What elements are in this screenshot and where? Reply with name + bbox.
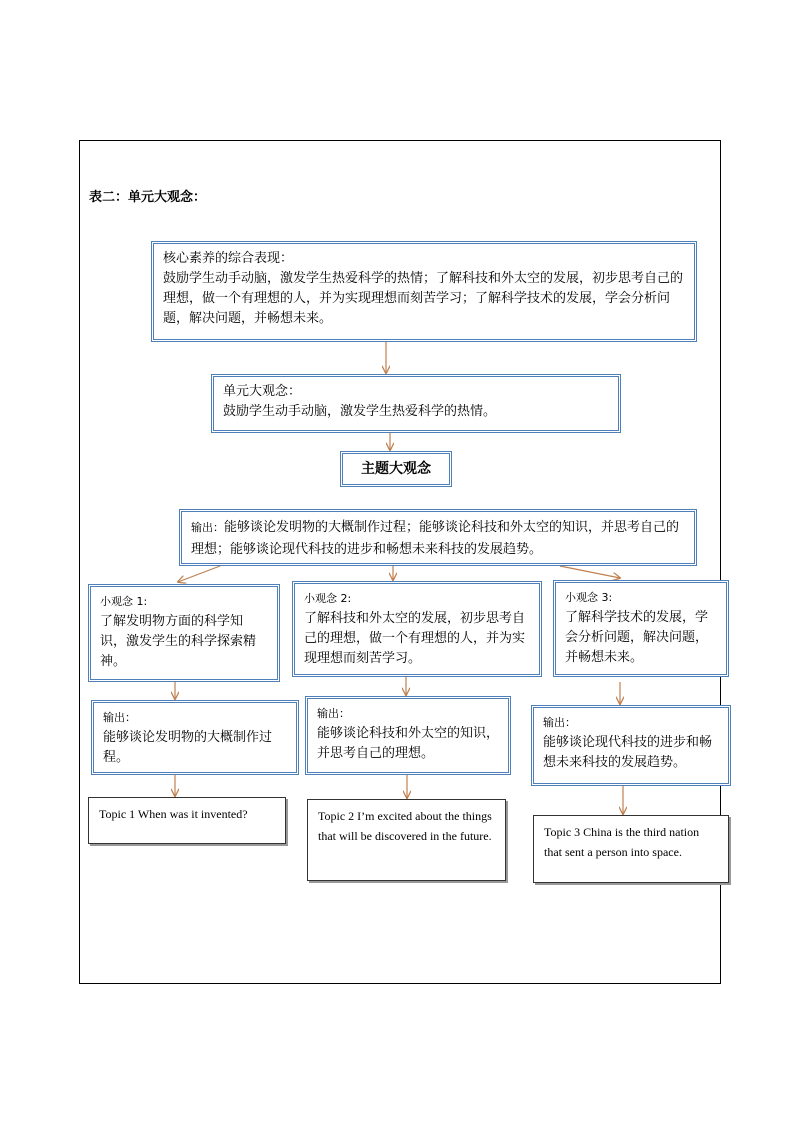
output-3-label: 输出： (543, 716, 576, 729)
output-2-box (305, 696, 511, 775)
idea-2-box (292, 581, 542, 677)
core-literacy-text: 鼓励学生动手动脑，激发学生热爱科学的热情；了解科技和外太空的发展，初步思考自己的理想，做一个有理想的人，并为实现理想而刻苦学习；了解科学技术的发展，学会分析问题，解决问题，并畅想未来。 (163, 271, 684, 326)
idea-3-label: 小观念 3: (565, 591, 613, 604)
output-3-box (531, 705, 731, 786)
idea-1-label: 小观念 1: (100, 595, 148, 608)
idea-1-text: 了解发明物方面的科学知识，激发学生的科学探索精神。 (100, 614, 257, 669)
idea-2-label: 小观念 2: (304, 592, 352, 605)
theme-output-label: 输出： (191, 521, 224, 534)
output-2-text: 能够谈论科技和外太空的知识，并思考自己的理想。 (317, 726, 500, 761)
output-1-box (91, 700, 299, 775)
idea-1-box (88, 584, 280, 682)
output-2-label: 输出： (317, 707, 350, 720)
output-3-text: 能够谈论现代科技的进步和畅想未来科技的发展趋势。 (543, 735, 713, 770)
theme-output-box (179, 509, 697, 566)
theme-idea-title: 主题大观念 (340, 451, 452, 487)
topic-1-box: Topic 1 When was it invented? (88, 797, 286, 844)
idea-3-box (553, 580, 729, 677)
arrow-output-to-idea-3 (560, 566, 620, 578)
output-1-text: 能够谈论发明物的大概制作过程。 (103, 730, 273, 765)
unit-idea-text: 鼓励学生动手动脑，激发学生热爱科学的热情。 (223, 404, 497, 419)
topic-2-box: Topic 2 I’m excited about the things that will be discovered in the future. (307, 799, 506, 881)
core-literacy-box (151, 241, 697, 342)
section-title: 表二：单元大观念： (89, 190, 207, 205)
unit-idea-box (211, 374, 621, 433)
output-1-label: 输出： (103, 711, 136, 724)
topic-3-box: Topic 3 China is the third nation that sent a person into space. (533, 815, 729, 883)
core-literacy-label: 核心素养的综合表现： (163, 251, 294, 266)
idea-2-text: 了解科技和外太空的发展，初步思考自己的理想，做一个有理想的人，并为实现理想而刻苦学习。 (304, 611, 526, 666)
arrow-output-to-idea-1 (178, 566, 220, 582)
idea-3-text: 了解科学技术的发展，学会分析问题，解决问题，并畅想未来。 (565, 610, 709, 665)
theme-output-text: 能够谈论发明物的大概制作过程；能够谈论科技和外太空的知识，并思考自己的理想；能够谈论现代科技的进步和畅想未来科技的发展趋势。 (191, 520, 680, 557)
unit-idea-label: 单元大观念： (223, 384, 302, 399)
